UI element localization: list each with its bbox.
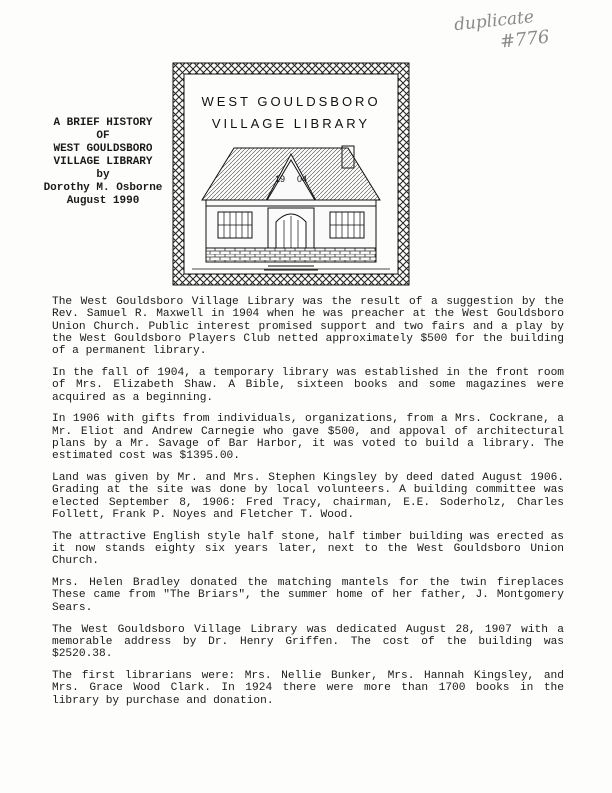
byline-line: VILLAGE LIBRARY [53, 156, 153, 168]
paragraph: In 1906 with gifts from individuals, organizations, from a Mrs. Cockrane, a Mr. Eliot and Andrew Carnegie who gave $500, and appoval of architectural plans by a Mr. Savage of Bar Harbor, it was voted to build a library. The estimated cost was $1395.00. [52, 413, 564, 463]
paragraph: In the fall of 1904, a temporary library was established in the front room of Mrs. Elizabeth Shaw. A Bible, sixteen books and some magazines were acquired as a beginning. [52, 366, 564, 404]
paragraph: The West Gouldsboro Village Library was dedicated August 28, 1907 with a memorable address by Dr. Henry Griffen. The cost of the building was $2520.38. [52, 623, 564, 661]
annotation-number: #776 [499, 26, 551, 53]
paragraph: Mrs. Helen Bradley donated the matching mantels for the twin fireplaces These came from "The Briars", the summer home of her father, J. Montgomery Sears. [52, 577, 564, 614]
byline-line: A BRIEF HISTORY [53, 117, 153, 129]
paragraph: Land was given by Mr. and Mrs. Stephen Kingsley by deed dated August 1906. Grading at the site was done by local volunteers. A building committee was elected September 8, 1906: Fred Tracy, chairman, E.E. Soderholz, Charles Follett, Frank P. Noyes and Fletcher T. Wood. [52, 472, 564, 521]
byline-line: OF [96, 130, 110, 142]
byline-line: WEST GOULDSBORO [53, 143, 153, 155]
library-logo [172, 62, 410, 286]
paragraph: The West Gouldsboro Village Library was the result of a suggestion by the Rev. Samuel R. Maxwell in 1904 when he was preacher at the West Gouldsboro Union Church. Public interest promised support and two fairs and a play by the West Gouldsboro Players Club netted approximately $500 for the building of a permanent library. [52, 296, 564, 358]
byline-line: Dorothy M. Osborne [43, 182, 163, 194]
byline-line: by [96, 169, 110, 181]
logo-date-left: 19 [274, 174, 286, 184]
logo-title-line1: WEST GOULDSBORO [201, 94, 381, 109]
logo-date-right: 04 [296, 174, 308, 184]
paragraph: The first librarians were: Mrs. Nellie Bunker, Mrs. Hannah Kingsley, and Mrs. Grace Wood Clark. In 1924 there were more than 1700 books in the library by purchase and donation. [52, 669, 564, 707]
byline-line: August 1990 [66, 195, 140, 207]
paragraph: The attractive English style half stone, half timber building was erected as it now stands eighty six years later, next to the West Gouldsboro Union Church. [52, 530, 564, 568]
handwritten-annotation [453, 2, 577, 58]
history-body [52, 296, 564, 716]
title-byline [38, 117, 168, 208]
logo-title-line2: VILLAGE LIBRARY [211, 116, 371, 131]
annotation-duplicate: duplicate [453, 7, 535, 36]
